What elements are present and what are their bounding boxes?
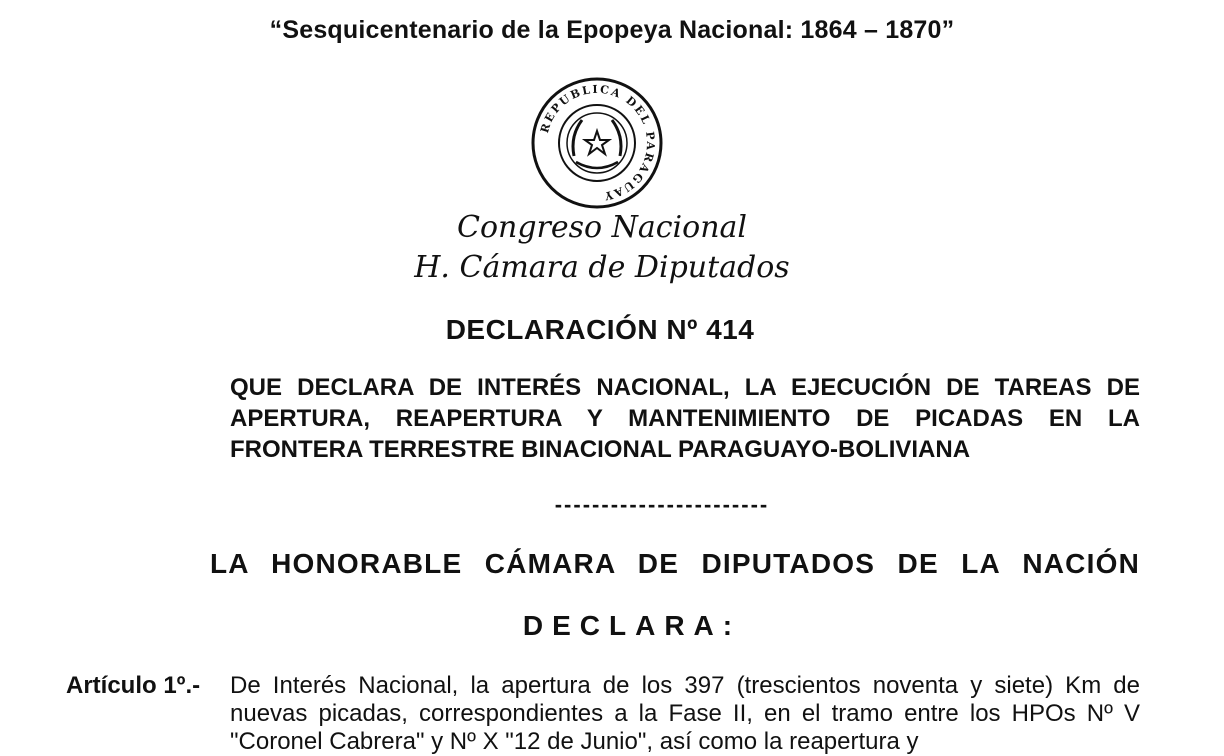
svg-text:REPUBLICA DEL PARAGUAY: REPUBLICA DEL PARAGUAY [538, 82, 658, 203]
article-text: De Interés Nacional, la apertura de los 397 (trescientos noventa y siete) Km de nuevas picadas, correspondientes a la Fase II, en el tramo entre los HPOs Nº V "Coronel Cabrera" y Nº X "12 de Junio", así como la reapertura y [230, 672, 1140, 755]
declara-heading: DECLARA: [522, 610, 742, 641]
document-motto: “Sesquicentenario de la Epopeya Nacional: 1864 – 1870” [269, 16, 955, 44]
institution-name: Congreso Nacional [456, 210, 748, 245]
declaration-number: DECLARACIÓN Nº 414 [445, 314, 755, 345]
declaration-subject: QUE DECLARA DE INTERÉS NACIONAL, LA EJECUCIÓN DE TAREAS DE APERTURA, REAPERTURA Y MANTENIMIENTO DE PICADAS EN LA FRONTERA TERRESTRE BINACIONAL PARAGUAYO-BOLIVIANA [230, 374, 1140, 463]
chamber-heading: LA HONORABLE CÁMARA DE DIPUTADOS DE LA NACIÓN [210, 548, 1140, 579]
article-label: Artículo 1º.- [66, 672, 201, 699]
chamber-name-script: H. Cámara de Diputados [414, 250, 790, 285]
national-seal [530, 76, 664, 210]
separator-line: ----------------------- [554, 492, 770, 517]
